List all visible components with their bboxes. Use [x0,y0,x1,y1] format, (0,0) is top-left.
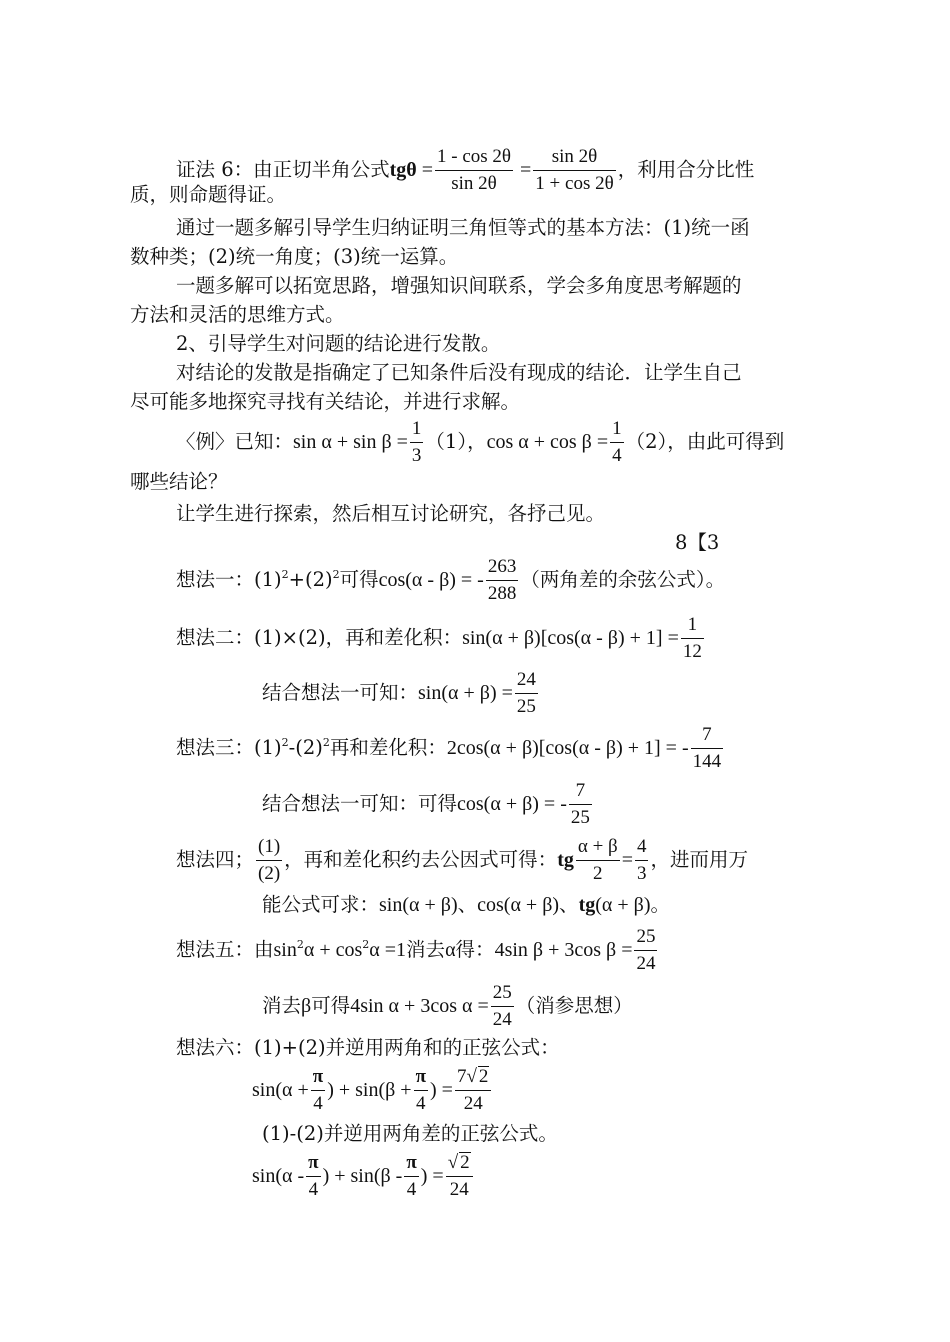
numerator: 7 [691,724,724,749]
idea-4 [176,836,748,885]
numerator: 1 [681,614,704,639]
denominator: 25 [570,806,590,828]
text: 。 [650,893,671,916]
separator: 、 [457,893,478,916]
superscript: 2 [296,937,304,951]
formula: sin(α + β) [379,894,458,916]
text: 再和差化积： [329,735,447,759]
formula: = [416,158,433,181]
fraction [410,418,424,467]
denominator: 24 [636,952,656,974]
idea-6-formula-sum [252,1066,493,1115]
fraction [515,669,538,718]
idea-5 [176,926,659,975]
text: （消参思想） [515,993,633,1017]
formula: α =1 [369,938,407,961]
formula: sin(α + [252,1078,309,1101]
fraction [404,1152,418,1201]
coefficient: 7 [456,1066,467,1087]
text: （两角差的余弦公式）。 [520,567,726,591]
formula: α + cos [303,938,363,961]
paragraph-line: 让学生进行探索，然后相互讨论研究，各抒己见。 [176,502,606,525]
fraction [569,780,592,829]
idea-2 [176,614,706,663]
superscript: 2 [322,735,330,749]
denominator: 3 [636,862,647,884]
formula: sin α + sin β = [293,430,408,453]
numerator: 4 [635,836,649,861]
paragraph-line: 数种类；(2)统一角度；(3)统一运算。 [130,245,459,268]
fraction [435,146,513,195]
numerator: sin 2θ [533,146,615,171]
denominator: 2 [593,862,603,884]
denominator: 24 [463,1092,483,1114]
denominator: 24 [492,1008,512,1030]
superscript: 2 [332,567,340,581]
formula: tg [557,848,574,871]
text: 想法四； [176,847,255,871]
fraction [681,614,704,663]
denominator: 3 [411,444,422,466]
formula: ) + sin(β - [322,1164,403,1187]
formula: α [445,938,456,961]
numerator: π [404,1152,418,1177]
idea-6-formula-diff [252,1152,475,1201]
numerator: π [311,1066,325,1091]
superscript: 2 [281,735,289,749]
text: 想法三：(1) [176,735,282,759]
idea-2-followup [262,669,540,718]
example-line [176,418,784,467]
numerator: 25 [491,982,514,1007]
numerator: 1 [610,418,624,443]
denominator: 144 [692,750,722,772]
fraction [455,1066,491,1115]
formula: sin(α + β)[cos(α - β) + 1] = [462,626,679,649]
fraction [533,146,615,195]
text: 想法五：由 [176,937,274,961]
text: +(2) [288,567,333,591]
denominator: sin 2θ [451,172,497,194]
idea-5-followup [262,982,633,1031]
numerator: 25 [634,926,657,951]
fraction [635,836,649,885]
denominator: 4 [416,1092,426,1114]
radical-sign: √ [466,1066,477,1087]
formula: ) = [430,1078,453,1101]
text: -(2) [288,735,323,759]
paragraph-line: 尽可能多地探究寻找有关结论，并进行求解。 [130,390,521,413]
formula: sin(α + β) = [418,681,513,704]
text: （1）， [425,429,487,453]
formula: cos(α + β) = - [457,792,567,815]
denominator: 25 [516,695,536,717]
denominator: 4 [406,1178,417,1200]
numerator: 1 [410,418,424,443]
paragraph-line: 质，则命题得证。 [130,183,287,206]
formula: β [301,994,312,1017]
numerator: π [306,1152,320,1177]
fraction [256,836,282,885]
text: 得： [455,937,495,961]
radicand: 2 [478,1066,489,1087]
text: ，进而用万 [650,847,748,871]
idea-6: 想法六：(1)+(2)并逆用两角和的正弦公式： [176,1036,560,1059]
text: ，利用合分比性 [617,157,755,181]
numerator: 24 [515,669,538,694]
text: 可得 [311,993,351,1017]
fraction [691,724,724,773]
paragraph-line: 通过一题多解引导学生归纳证明三角恒等式的基本方法：(1)统一函 [176,216,750,239]
denominator: 24 [449,1178,469,1200]
numerator: π [414,1066,428,1091]
text: 想法一：(1) [176,567,282,591]
formula: 4sin α + 3cos α = [350,994,489,1017]
radical-sign: √ [447,1152,459,1173]
paragraph-line: 对结论的发散是指确定了已知条件后没有现成的结论．让学生自己 [176,361,742,384]
page-marker: 8【3 [675,531,720,554]
idea-3-followup [262,780,594,829]
superscript: 2 [362,937,370,951]
denominator: 1 + cos 2θ [535,172,614,194]
denominator: (2) [258,862,281,884]
text: 消去 [262,993,302,1017]
text: 想法二：(1)×(2)，再和差化积： [176,625,463,649]
fraction [491,982,514,1031]
denominator: 12 [682,640,702,662]
formula: = [515,158,532,181]
numerator [455,1066,491,1091]
superscript: 2 [281,567,289,581]
formula: tg [578,894,596,916]
numerator: 7 [569,780,592,805]
text: （2），由此可得到 [625,429,785,453]
paragraph-line: 一题多解可以拓宽思路，增强知识间联系，学会多角度思考解题的 [176,274,742,297]
numerator: 1 - cos 2θ [435,146,513,171]
formula: (α + β) [595,894,651,916]
formula: ) + sin(β + [327,1078,412,1101]
fraction [414,1066,428,1115]
text: 证法 6：由正切半角公式 [176,157,390,181]
fraction [486,556,519,605]
idea-4-followup [262,895,670,915]
formula: cos(α + β) [477,894,560,916]
denominator: 4 [308,1178,319,1200]
section-heading: 2、引导学生对问题的结论进行发散。 [176,332,501,355]
radicand: 2 [460,1152,470,1173]
paragraph-line: 方法和灵活的思维方式。 [130,303,345,326]
text: 结合想法一可知：可得 [262,791,458,815]
separator: 、 [559,893,579,916]
text: 能公式可求： [262,893,380,916]
fraction [634,926,657,975]
formula: 4sin β + 3cos β = [494,938,633,961]
text: 消去 [406,937,446,961]
denominator: 288 [487,582,517,604]
numerator: 263 [486,556,519,581]
formula: sin(α - [252,1164,305,1187]
fraction [306,1152,320,1201]
text: ，再和差化积约去公因式可得： [284,847,558,871]
numerator [446,1152,473,1177]
idea-6-difference: (1)-(2)并逆用两角差的正弦公式。 [262,1122,558,1145]
denominator: 4 [612,444,622,466]
formula: sin [273,938,297,961]
fraction [576,836,620,885]
formula: 2cos(α + β)[cos(α - β) + 1] = - [446,736,689,759]
formula: cos(α - β) = - [378,568,484,591]
paragraph-line: 哪些结论？ [130,470,228,493]
formula: tgθ [389,158,417,181]
idea-3 [176,724,725,773]
formula: cos α + cos β = [486,430,609,453]
numerator: (1) [256,836,282,861]
text: 〈例〉已知： [176,429,294,453]
denominator: 4 [313,1092,323,1114]
text: 可得 [339,567,379,591]
formula: = [621,848,633,871]
fraction [610,418,624,467]
numerator: α + β [576,836,620,861]
formula: ) = [420,1164,444,1187]
text: 结合想法一可知： [262,680,419,704]
idea-1 [176,556,725,605]
fraction [311,1066,325,1115]
fraction [446,1152,473,1201]
